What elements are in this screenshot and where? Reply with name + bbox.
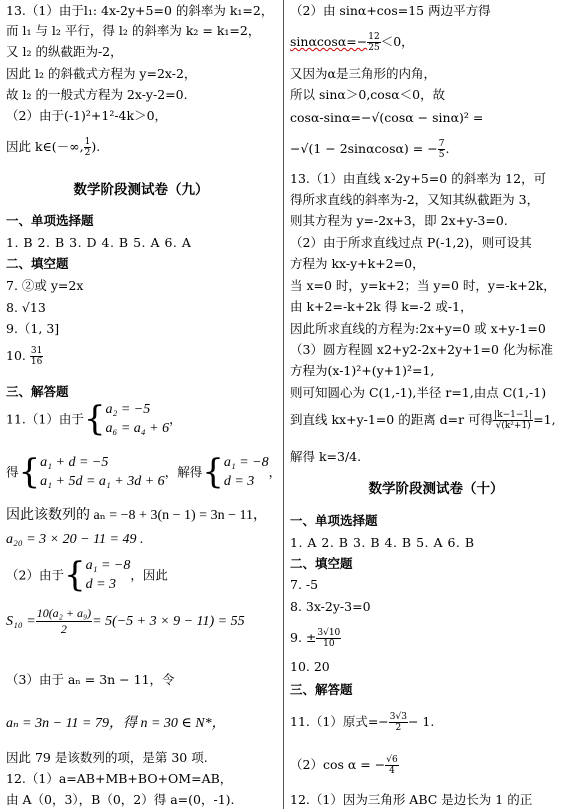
section-title: 数学阶段测试卷（九） [73,182,209,198]
text-line: 方程为 kx-y+k+2=0， [290,256,425,271]
section-heading: 二、填空题 [6,256,69,271]
text-line: sinαcosα=− $\frac{12}{25}$ ＜0， [290,32,414,53]
equation-system: a₁ = −8 d = 3 [223,455,269,489]
text-line: 所以 sinα＞0,cosα＜0，故 [290,87,446,102]
left-column [6,0,282,809]
text-line: 解得 k=3/4. [290,449,362,464]
text-line: （2）由于(-1)²+1²-4k＞0， [6,108,168,123]
equation-system: a₁ = −8 d = 3 [85,558,131,592]
text-line: −√(1 − 2sinαcosα) = − $\frac{7}{5}$ . [290,139,450,160]
answer-line: 8. √13 [6,300,46,315]
text-line: （3）圆方程圆 x2+y2-2x+2y+1=0 化为标准 [290,342,553,357]
text-line: cosα-sinα=−√(cosα − sinα)² = [290,110,484,125]
column-divider [283,0,284,809]
text-line: 又 l₂ 的纵截距为-2， [6,44,123,59]
text-line: 因此所求直线的方程为:2x+y=0 或 x+y-1=0 [290,321,546,336]
text-line: 由 A（0，3），B（0，2）得 a=(0，-1). [6,792,235,807]
text-line: 到直线 kx+y-1=0 的距离 d=r 可得 $\frac{|k-1-1|}{\text{√(k²+1)}}$ =1, [290,410,556,431]
equation-system: a₁ + d = −5 a₁ + 5d = a₁ + 3d + 6 [40,455,165,489]
text-line: 当 x=0 时，y=k+2；当 y=0 时，y=-k+2k， [290,278,556,293]
section-title: 数学阶段测试卷（十） [368,481,504,497]
fraction: $\frac{\text{10(a₂ + a₉)}}{2}$ [36,606,92,636]
answer-line: 10. $\frac{31}{16}$ [6,346,43,367]
text-line: aₙ = 3n − 11 = 79，得 n = 30 ∈ N*， [6,716,226,731]
fraction: $\frac{|k-1-1|}{\text{√(k²+1)}}$ [494,410,533,431]
text-line: 则可知圆心为 C(1,-1),半径 r=1,由点 C(1,-1) [290,385,547,400]
text-line: 因此该数列的 aₙ = −8 + 3(n − 1) = 3n − 11， [6,508,267,523]
text-line: 故 l₂ 的一般式方程为 2x-y-2=0. [6,87,188,102]
brace: { [202,452,224,492]
fraction: $\frac{3√10}{10}$ [317,628,341,649]
sum-formula: S₁₀ = $\frac{\text{10(a₂ + a₉)}}{2}$ = 5(−5 + 3 × 9 − 11) = 55 [6,606,245,636]
fraction: $\frac{1}{2}$ [84,137,91,158]
equation-system-line: 11.（1）由于{ a₂ = −5 a₆ = a₄ + 6 ， [6,399,182,439]
text-line: 得所求直线的斜率为-2，又知其纵截距为 3， [290,192,540,207]
answer-line: 8. 3x-2y-3=0 [290,599,371,614]
text-line: 又因为α是三角形的内角， [290,66,436,81]
equation-system-line: 得{ a₁ + d = −5 a₁ + 5d = a₁ + 3d + 6 ，解得{ a₁ = −8 d = 3 ， [6,452,282,492]
text-line: 因此 k∈(－∞, $\frac{1}{2}$ ). [6,137,101,158]
fraction: $\frac{√6}{4}$ [386,755,398,776]
answer-line: 9.（1, 3] [6,321,60,336]
equation-system-line: （2）由于{ a₁ = −8 d = 3 ，因此 [6,555,168,595]
text-line: 因此 l₂ 的斜截式方程为 y=2x-2， [6,66,197,81]
section-heading: 三、解答题 [290,682,353,697]
answer-line: （2）cos α = − $\frac{√6}{4}$ [290,755,398,776]
fraction: $\frac{12}{25}$ [368,32,380,53]
answer-line: 7. -5 [290,577,319,592]
text-line: 12.（1）因为三角形 ABC 是边长为 1 的正 [290,792,533,807]
text-line: 因此 79 是该数列的项，是第 30 项. [6,750,208,765]
text-line: （3）由于 aₙ = 3n − 11，令 [6,672,175,687]
brace: { [63,555,86,595]
text-line: （2）由 sinα+cos=15 两边平方得 [290,3,491,18]
text-line: 则其方程为 y=-2x+3，即 2x+y-3=0. [290,213,508,228]
right-column [290,0,582,809]
answer-line: 10. 20 [290,659,330,674]
answer-line: 11.（1）原式=− $\frac{3√3}{2}$ − 1. [290,712,435,733]
text-line: 13.（1）由于l₁: 4x-2y+5=0 的斜率为 k₁=2， [6,3,274,18]
text-line: 12.（1）a=AB+MB+BO+OM=AB， [6,771,233,786]
brace: { [83,399,106,439]
text-line: （2）由于所求直线过点 P(-1,2)，则可设其 [290,235,532,250]
answer-line: 1. A 2. B 3. B 4. B 5. A 6. B [290,535,475,550]
text-line: a₂₀ = 3 × 20 − 11 = 49 . [6,532,144,547]
section-heading: 二、填空题 [290,556,353,571]
fraction: $\frac{31}{16}$ [30,346,43,367]
section-heading: 三、解答题 [6,384,69,399]
answer-line: 9. ± $\frac{3√10}{10}$ [290,628,341,649]
fraction: $\frac{3√3}{2}$ [389,712,407,733]
text-line: 方程为(x-1)²+(y+1)²=1, [290,363,435,378]
fraction: $\frac{7}{5}$ [438,139,445,160]
text-line: 由 k+2=-k+2k 得 k=-2 或-1， [290,299,473,314]
answer-line: 7. ②或 y=2x [6,278,84,293]
text-line: 而 l₁ 与 l₂ 平行，得 l₂ 的斜率为 k₂ = k₁=2， [6,23,261,38]
answer-line: 1. B 2. B 3. D 4. B 5. A 6. A [6,235,192,250]
text-line: 13.（1）由直线 x-2y+5=0 的斜率为 12，可 [290,171,547,186]
section-heading: 一、单项选择题 [6,213,94,228]
brace: { [18,452,41,492]
equation-system: a₂ = −5 a₆ = a₄ + 6 [105,402,170,436]
section-heading: 一、单项选择题 [290,513,378,528]
